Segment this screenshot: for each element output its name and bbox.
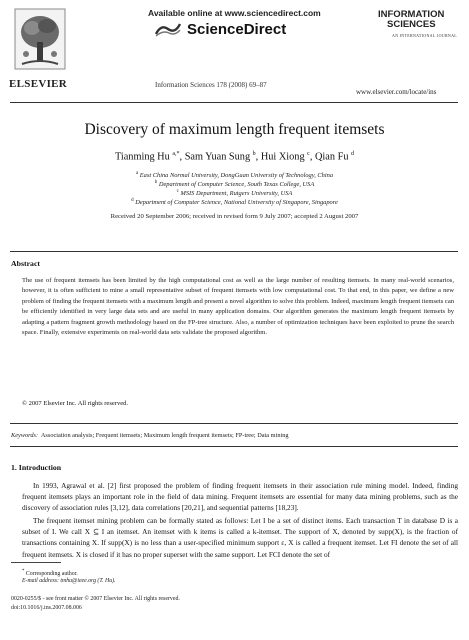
author-name: Hui Xiong <box>260 151 305 163</box>
journal-url-link[interactable]: www.elsevier.com/locate/ins <box>356 88 437 96</box>
author-affiliation-mark: d <box>351 151 355 157</box>
affiliation-mark: c <box>176 189 179 194</box>
affiliation-text: Department of Computer Science, South Texas College, USA <box>158 181 315 189</box>
keywords-label: Keywords: <box>11 432 39 439</box>
footnote-email[interactable]: E-mail address: tmhu@ieee.org (T. Hu). <box>22 578 116 584</box>
sciencedirect-wordmark: ScienceDirect <box>187 21 287 38</box>
journal-title <box>378 10 444 30</box>
abstract-heading: Abstract <box>11 259 41 268</box>
author-affiliation-mark: a,* <box>172 151 180 157</box>
introduction-paragraph-1: In 1993, Agrawal et al. [2] first proposed the problem of finding frequent itemsets in their association rule mining model. Indeed, finding frequent itemsets plays an important role in the field of data mining. Frequent itemsets are essential for many data mining problems, such as the discovery of association rules [3,12], data correlations [20,21], and sequential patterns [18,23]. <box>22 481 458 513</box>
affiliation-mark: b <box>154 180 158 185</box>
elsevier-tree-logo <box>14 8 66 70</box>
affiliation <box>0 198 469 206</box>
corresponding-author-note <box>22 569 78 577</box>
article-title: Discovery of maximum length frequent itemsets <box>84 121 385 138</box>
footnote-mark: * <box>22 569 25 574</box>
abstract-text: The use of frequent itemsets has been limited by the high computational cost as well as the large number of resulting itemsets. In many real-world scenarios, however, it is often sufficient to mine a small representative subset of frequent itemsets with low computational cost. To that end, in this paper, we define a new problem of finding the frequent itemsets with a maximum length and present a novel algorithm to solve this problem. Indeed, maximum length frequent itemsets can be efficiently identified in very large data sets and are useful in many application domains. Our algorithm generates the maximum length frequent itemsets by adapting a pattern fragment growth methodology based on the FP-tree structure. Also, a number of optimization techniques have been exploited to prune the search space. Finally, extensive experiments on real-world data sets validate the proposed algorithm. <box>22 277 454 337</box>
journal-subtitle: AN INTERNATIONAL JOURNAL <box>392 33 458 38</box>
affiliation-text: MSIS Department, Rutgers University, USA <box>180 190 293 198</box>
abstract-top-divider <box>10 251 458 252</box>
affiliation-text: Department of Computer Science, National University of Singapore, Singapore <box>135 199 338 207</box>
keywords-top-divider <box>10 423 458 424</box>
header-divider <box>10 102 458 103</box>
author-affiliation-mark: b <box>252 151 256 157</box>
issn-line: 0020-0255/$ - see front matter © 2007 Elsevier Inc. All rights reserved. <box>11 596 180 602</box>
author-name: Tianming Hu <box>114 151 170 163</box>
journal-title-line1: INFORMATION <box>378 9 445 20</box>
introduction-heading: 1. Introduction <box>11 463 62 472</box>
affiliation-mark: a <box>135 171 139 176</box>
affiliation <box>0 180 469 188</box>
author-list: Tianming Hu $^{a,*}$, Sam Yuan Sung $^b$, Hui Xiong $^c$, Qian Fu $^d$ <box>114 151 355 163</box>
keywords-line <box>11 432 289 439</box>
author-name: Sam Yuan Sung <box>184 151 251 163</box>
author-name: Qian Fu <box>315 151 349 163</box>
journal-citation: Information Sciences 178 (2008) 69–87 <box>155 81 267 89</box>
received-dates: Received 20 September 2006; received in revised form 9 July 2007; accepted 2 August 2007 <box>110 213 359 220</box>
footnote-divider <box>11 562 61 563</box>
available-online-text: Available online at www.sciencedirect.com <box>148 8 321 18</box>
affiliation-mark: d <box>131 198 134 203</box>
affiliation-text: East China Normal University, DongGuan University of Technology, China <box>139 172 334 180</box>
keywords-bottom-divider <box>10 446 458 447</box>
footnote-text: Corresponding author. <box>25 570 78 577</box>
introduction-paragraph-2: The frequent itemset mining problem can be formally stated as follows: Let I be a set of distinct items. Each transaction T in database D is a subset of I. We call X ⊆ I an itemset. An itemset with k items is called a k-itemset. The support of X, denoted by supp(X), is the fraction of transactions containing X. If supp(X) is no less than a user-specified minimum support ε, X is called a frequent itemset. Let FI denote the set of all frequent itemsets. X is closed if it has no proper superset with the same support. Let FCI denote the set of <box>22 516 458 559</box>
abstract-copyright: © 2007 Elsevier Inc. All rights reserved. <box>22 400 129 407</box>
affiliation <box>0 189 469 197</box>
author-affiliation-mark: c <box>307 151 310 157</box>
keywords-text: Association analysis; Frequent itemsets; Maximum length frequent itemsets; FP-tree; Data mining <box>40 432 289 439</box>
journal-title-line2: SCIENCES <box>387 19 436 30</box>
doi-link[interactable]: doi:10.1016/j.ins.2007.08.006 <box>11 605 82 611</box>
affiliation <box>0 171 469 179</box>
publisher-name: ELSEVIER <box>9 78 68 90</box>
sciencedirect-logo-icon <box>153 20 183 38</box>
